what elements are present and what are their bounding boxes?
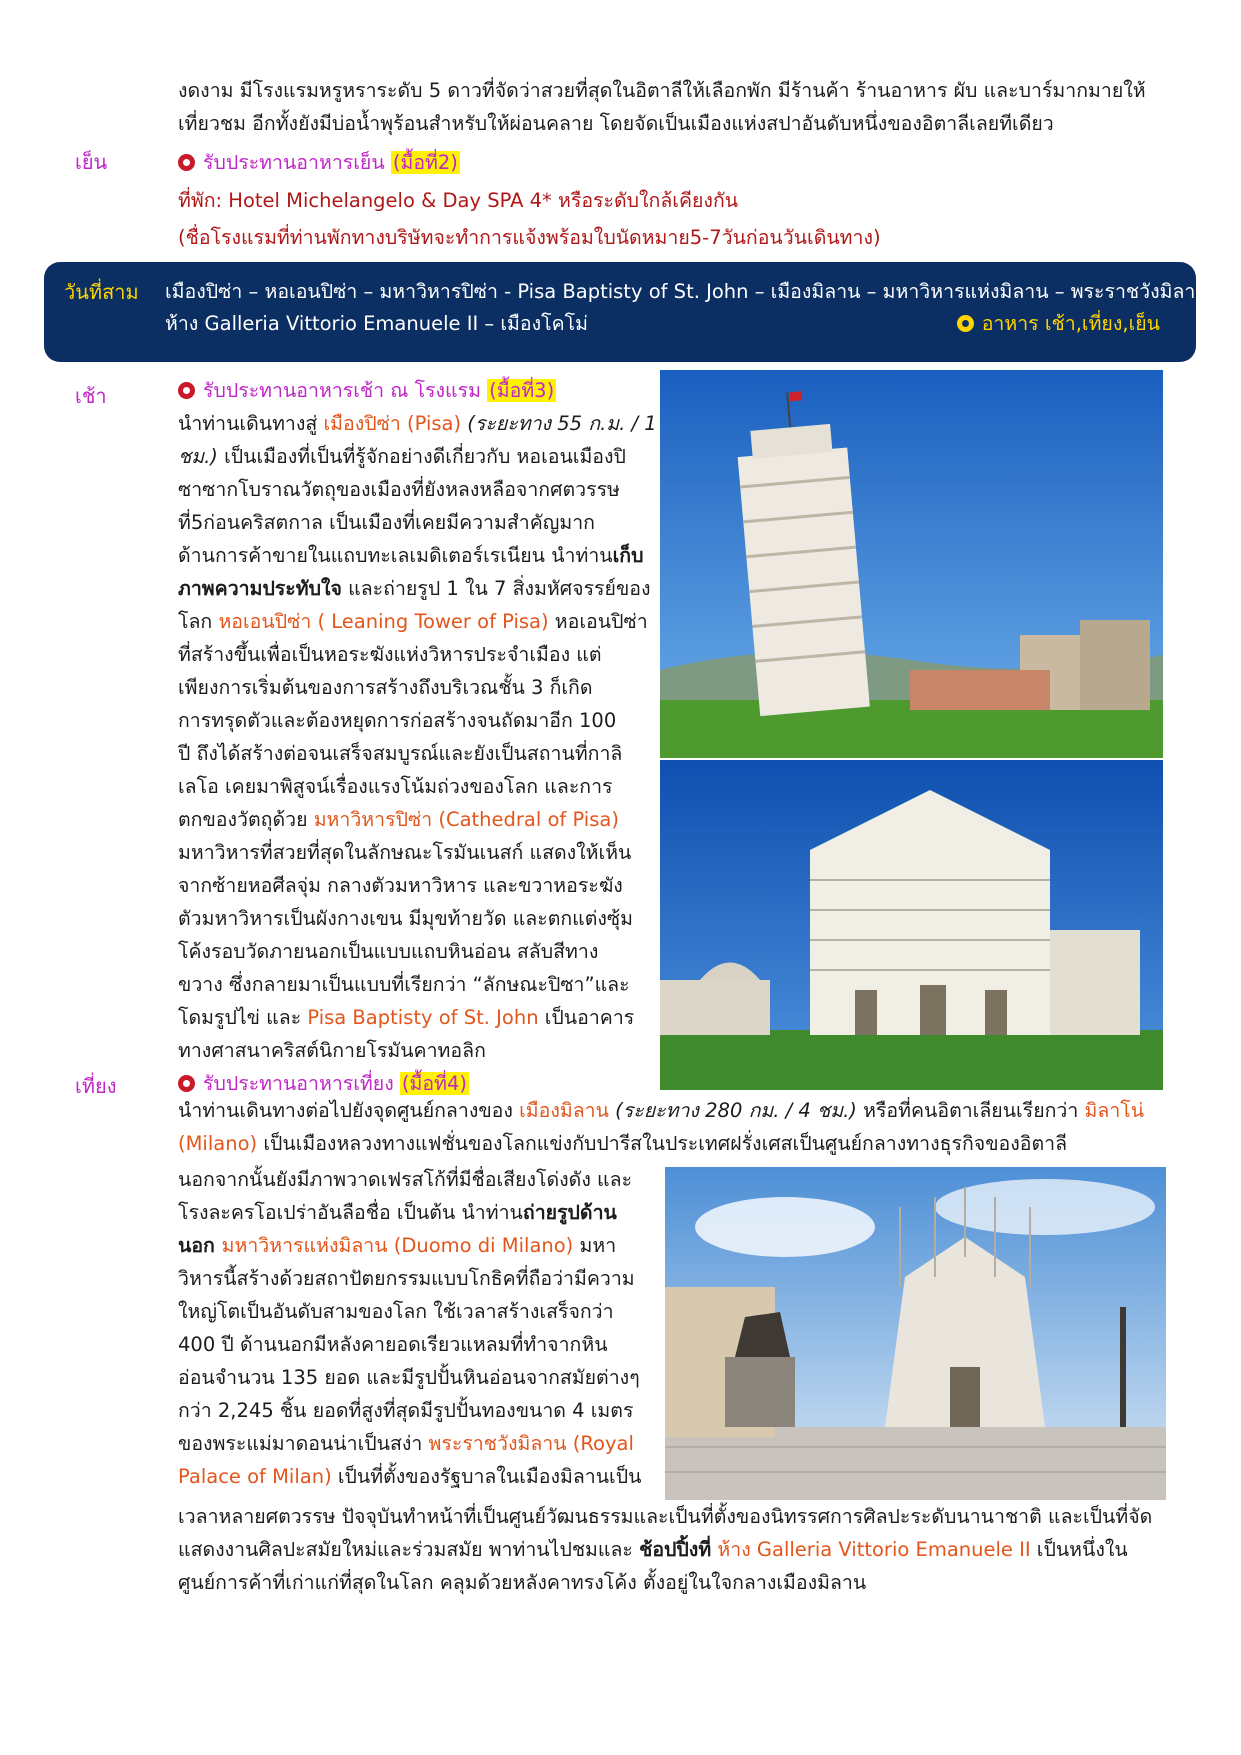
- paragraph-line: เที่ยวชม อีกทั้งยังมีบ่อน้ำพุร้อนสำหรับให้ผ่อนคลาย โดยจัดเป็นเมืองแห่งสปาอันดับหนึ่งของอิตาลีเลยทีเดียว: [178, 112, 1054, 135]
- time-label-evening: เย็น: [75, 150, 108, 174]
- leaning-tower-photo: [660, 370, 1163, 758]
- paragraph-line: ทางศาสนาคริสต์นิกายโรมันคาทอลิก: [178, 1039, 486, 1062]
- paragraph-line: ของพระแม่มาดอนน่าเป็นสง่า พระราชวังมิลาน (Royal: [178, 1432, 634, 1455]
- pisa-cathedral-photo: [660, 760, 1163, 1090]
- meals-summary: [957, 308, 1160, 339]
- paragraph-line: ตกของวัตถุด้วย มหาวิหารปิซ่า (Cathedral of Pisa): [178, 808, 619, 831]
- meal-icon: [178, 382, 195, 399]
- paragraph-line: นอก มหาวิหารแห่งมิลาน (Duomo di Milano) มหา: [178, 1234, 617, 1257]
- paragraph-line: (Milano) เป็นเมืองหลวงทางแฟชั่นของโลกแข่งกับปารีสในประเทศฝรั่งเศสเป็นศูนย์กลางทางธุรกิจของอิตาลี: [178, 1132, 1068, 1155]
- paragraph-line: ภาพความประทับใจ และถ่ายรูป 1 ใน 7 สิ่งมหัศจรรย์ของ: [178, 577, 651, 600]
- paragraph-line: 400 ปี ด้านนอกมีหลังคายอดเรียวแหลมที่ทำจากหิน: [178, 1333, 608, 1356]
- meals-text: อาหาร เช้า,เที่ยง,เย็น: [981, 312, 1160, 335]
- meal-number-badge: (มื้อที่2): [392, 151, 458, 174]
- paragraph-line: โค้งรอบวัดภายนอกเป็นแบบแถบหินอ่อน สลับสีทาง: [178, 940, 599, 963]
- paragraph-line: กว่า 2,245 ชิ้น ยอดที่สูงที่สุดมีรูปปั้นทองขนาด 4 เมตร: [178, 1399, 634, 1422]
- hotel-line: ที่พัก: Hotel Michelangelo & Day SPA 4* หรือระดับใกล้เคียงกัน: [178, 189, 739, 212]
- breakfast-line: [178, 374, 556, 407]
- paragraph-line: เวลาหลายศตวรรษ ปัจจุบันทำหน้าที่เป็นศูนย์วัฒนธรรมและเป็นที่ตั้งของนิทรรศการศิลปะระดับนานาชาติ และเป็นที่จัด: [178, 1505, 1153, 1528]
- paragraph-line: ตัวมหาวิหารเป็นผังกางเขน มีมุขท้ายวัด และตกแต่งซุ้ม: [178, 907, 634, 930]
- breakfast-text: รับประทานอาหารเช้า ณ โรงแรม: [203, 379, 488, 402]
- paragraph-line: แสดงงานศิลปะสมัยใหม่และร่วมสมัย พาท่านไปชมและ ช้อปปิ้งที่ ห้าง Galleria Vittorio Emanuele II เป็นหนึ่งใน: [178, 1538, 1128, 1561]
- paragraph-line: วิหารนี้สร้างด้วยสถาปัตยกรรมแบบโกธิคที่ถือว่ามีความ: [178, 1267, 635, 1290]
- milan-duomo-photo: [665, 1167, 1166, 1500]
- meal-icon: [957, 315, 974, 332]
- paragraph-line: จากซ้ายหอศีลจุ่ม กลางตัวมหาวิหาร และขวาหอระฆัง: [178, 874, 623, 897]
- paragraph-line: ปี ถึงได้สร้างต่อจนเสร็จสมบูรณ์และยังเป็นสถานที่กาลิ: [178, 742, 623, 765]
- itinerary-route-line: ห้าง Galleria Vittorio Emanuele II – เมืองโคโม่: [165, 312, 588, 335]
- paragraph-line: เพียงการเริ่มต้นของการสร้างถึงบริเวณชั้น 3 ก็เกิด: [178, 676, 593, 699]
- paragraph-line: งดงาม มีโรงแรมหรูหราระดับ 5 ดาวที่จัดว่าสวยที่สุดในอิตาลีให้เลือกพัก มีร้านค้า ร้านอาหาร ผับ และบาร์มากมายให้: [178, 79, 1146, 102]
- paragraph-line: ศูนย์การค้าที่เก่าแก่ที่สุดในโลก คลุมด้วยหลังคาทรงโค้ง ตั้งอยู่ในใจกลางเมืองมิลาน: [178, 1571, 867, 1594]
- paragraph-line: มหาวิหารที่สวยที่สุดในลักษณะโรมันเนสก์ แสดงให้เห็น: [178, 841, 632, 864]
- meal-icon: [178, 154, 195, 171]
- paragraph-line: โดมรูปไข่ และ Pisa Baptisty of St. John เป็นอาคาร: [178, 1006, 635, 1029]
- meal-icon: [178, 1075, 195, 1092]
- meal-number-badge: (มื้อที่3): [489, 379, 555, 402]
- paragraph-line: อ่อนจำนวน 135 ยอด และมีรูปปั้นหินอ่อนจากสมัยต่างๆ: [178, 1366, 640, 1389]
- meal-number-badge: (มื้อที่4): [401, 1072, 467, 1095]
- paragraph-line: ซาซากโบราณวัตถุของเมืองที่ยังหลงหลือจากศตวรรษ: [178, 478, 620, 501]
- lunch-text: รับประทานอาหารเที่ยง: [203, 1072, 400, 1095]
- time-label-noon: เที่ยง: [75, 1074, 117, 1098]
- paragraph-line: การทรุดตัวและต้องหยุดการก่อสร้างจนถัดมาอีก 100: [178, 709, 617, 732]
- paragraph-line: ที่สร้างขึ้นเพื่อเป็นหอระฆังแห่งวิหารประจำเมือง แต่: [178, 643, 602, 666]
- time-label-morning: เช้า: [75, 384, 107, 408]
- dinner-line: [178, 146, 460, 179]
- paragraph-line: เลโอ เคยมาพิสูจน์เรื่องแรงโน้มถ่วงของโลก และการ: [178, 775, 613, 798]
- paragraph-line: ด้านการค้าขายในแถบทะเลเมดิเตอร์เรเนียน นำท่านเก็บ: [178, 544, 644, 567]
- paragraph-line: โรงละครโอเปร่าอันลือชื่อ เป็นต้น นำท่านถ่ายรูปด้าน: [178, 1201, 617, 1224]
- paragraph-line: โลก หอเอนปิซ่า ( Leaning Tower of Pisa) หอเอนปิซ่า: [178, 610, 648, 633]
- paragraph-line: ขวาง ซึ่งกลายมาเป็นแบบที่เรียกว่า “ลักษณะปิซา”และ: [178, 973, 630, 996]
- paragraph-line: นอกจากนั้นยังมีภาพวาดเฟรสโก้ที่มีชื่อเสียงโด่งดัง และ: [178, 1168, 633, 1191]
- paragraph-line: ชม.) เป็นเมืองที่เป็นที่รู้จักอย่างดีเกี่ยวกับ หอเอนเมืองปิ: [178, 445, 626, 468]
- paragraph-line: ใหญ่โตเป็นอันดับสามของโลก ใช้เวลาสร้างเสร็จกว่า: [178, 1300, 614, 1323]
- day-banner: [44, 262, 1209, 362]
- hotel-note: (ชื่อโรงแรมที่ท่านพักทางบริษัทจะทำการแจ้งพร้อมใบนัดหมาย5-7วันก่อนวันเดินทาง): [178, 226, 881, 249]
- paragraph-line: นำท่านเดินทางสู่ เมืองปิซ่า (Pisa) (ระยะทาง 55 ก.ม. / 1: [178, 412, 657, 435]
- day-label: วันที่สาม: [64, 280, 139, 304]
- dinner-text: รับประทานอาหารเย็น: [203, 151, 391, 174]
- itinerary-route-line: เมืองปิซ่า – หอเอนปิซ่า – มหาวิหารปิซ่า - Pisa Baptisty of St. John – เมืองมิลาน – มหาวิหารแห่งมิลาน – พระราชวังมิลาน: [165, 280, 1209, 303]
- paragraph-line: นำท่านเดินทางต่อไปยังจุดศูนย์กลางของ เมืองมิลาน (ระยะทาง 280 กม. / 4 ชม.) หรือที่คนอิตาเลียนเรียกว่า มิลาโน่: [178, 1099, 1145, 1122]
- paragraph-line: Palace of Milan) เป็นที่ตั้งของรัฐบาลในเมืองมิลานเป็น: [178, 1465, 642, 1488]
- paragraph-line: ที่5ก่อนคริสตกาล เป็นเมืองที่เคยมีความสำคัญมาก: [178, 511, 595, 534]
